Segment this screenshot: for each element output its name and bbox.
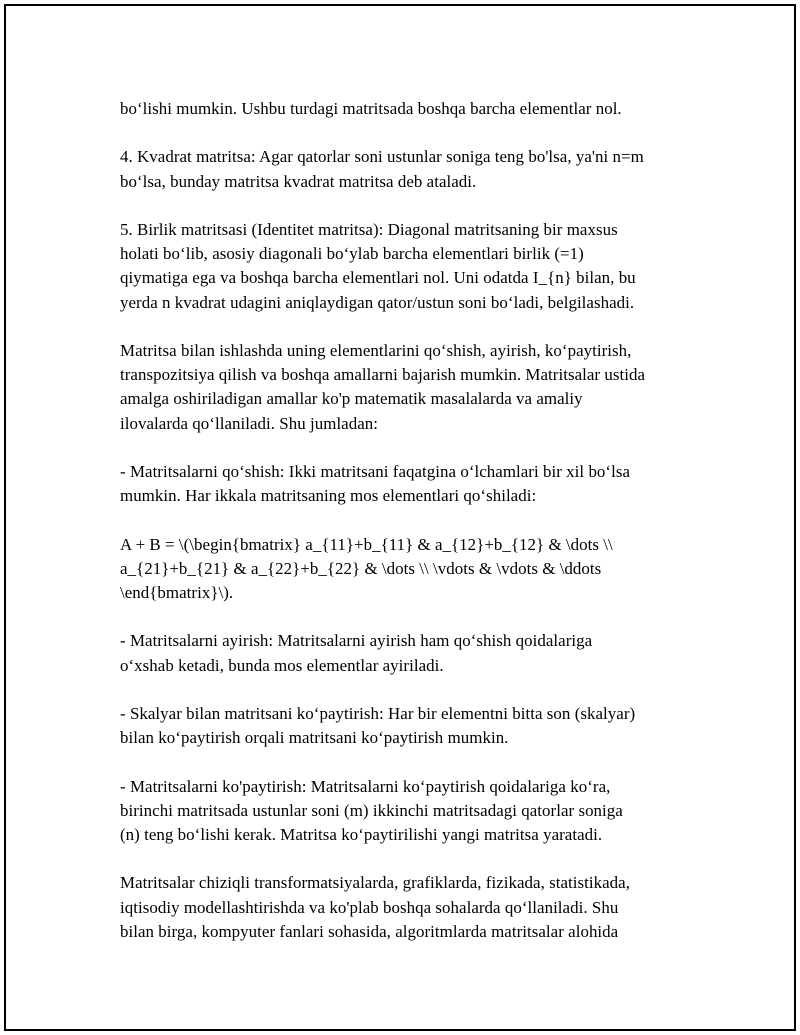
paragraph-matrix-multiplication: - Matritsalarni ko'paytirish: Matritsalarni ko‘paytirish qoidalariga ko‘ra, birinchi matritsada ustunlar soni (m) ikkinchi matritsadagi qatorlar soniga (n) teng bo‘lishi kerak. Matritsa ko‘paytirilishi yangi matritsa yaratadi. [120,776,623,844]
page-frame [4,4,796,1031]
paragraph-identity-matrix: 5. Birlik matritsasi (Identitet matritsa): Diagonal matritsaning bir maxsus holati bo‘lib, asosiy diagonali bo‘ylab barcha elementlari birlik (=1) qiymatiga ega va boshqa barcha elementlari nol. Uni odatda I_{n} bilan, bu yerda n kvadrat udagini aniqlaydigan qator/ustun soni bo‘ladi, belgilashadi. [120,219,636,312]
paragraph-applications: Matritsalar chiziqli transformatsiyalarda, grafiklarda, fizikada, statistikada, iqtisodiy modellashtirishda va ko'plab boshqa sohalarda qo‘llaniladi. Shu bilan birga, kompyuter fanlari sohasida, algoritmlarda matritsalar alohida [120,873,631,941]
paragraph-diagonal-continuation: bo‘lishi mumkin. Ushbu turdagi matritsada boshqa barcha elementlar nol. [120,99,622,118]
paragraph-square-matrix: 4. Kvadrat matritsa: Agar qatorlar soni ustunlar soniga teng bo'lsa, ya'ni n=m bo‘lsa, bunday matritsa kvadrat matritsa deb ataladi. [120,147,644,191]
paragraph-scalar-multiplication: - Skalyar bilan matritsani ko‘paytirish: Har bir elementni bitta son (skalyar) bilan ko‘paytirish orqali matritsani ko‘paytirish mumkin. [120,703,636,748]
document-body [120,97,700,968]
paragraph-matrix-addition: - Matritsalarni qo‘shish: Ikki matritsani faqatgina o‘lchamlari bir xil bo‘lsa mumkin. Har ikkala matritsaning mos elementlari qo‘shiladi: [120,461,631,506]
paragraph-addition-formula: A + B = \(\begin{bmatrix} a_{11}+b_{11} & a_{12}+b_{12} & \dots \\ a_{21}+b_{21} & a_{22}+b_{22} & \dots \\ \vdots & \vdots & \ddots \end{bmatrix}\). [120,534,613,602]
paragraph-matrix-subtraction: - Matritsalarni ayirish: Matritsalarni ayirish ham qo‘shish qoidalariga o‘xshab ketadi, bunda mos elementlar ayiriladi. [120,631,593,675]
paragraph-matrix-operations: Matritsa bilan ishlashda uning elementlarini qo‘shish, ayirish, ko‘paytirish, transpozitsiya qilish va boshqa amallarni bajarish mumkin. Matritsalar ustida amalga oshiriladigan amallar ko'p matematik masalalarda va amaliy ilovalarda qo‘llaniladi. Shu jumladan: [120,340,646,433]
